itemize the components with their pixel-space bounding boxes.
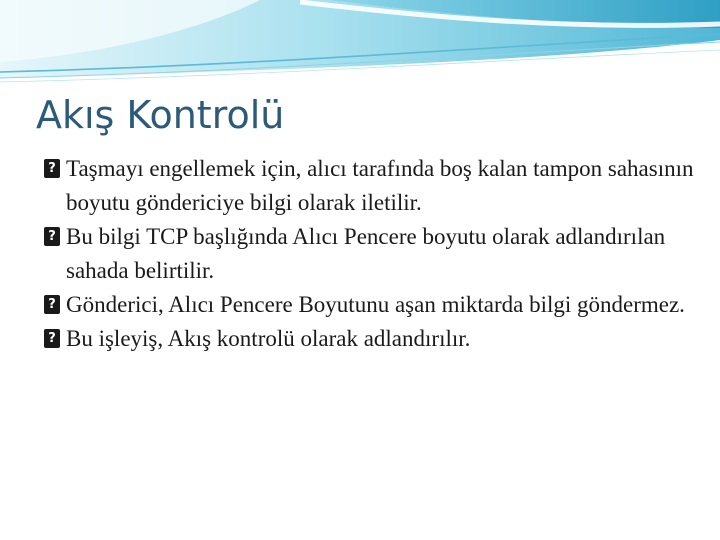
slide-title: Akış Kontrolü [36,93,285,137]
bullet-text: Taşmayı engellemek için, alıcı tarafında boş kalan tampon sahasının boyutu göndericiye bilgi olarak iletilir. [66,156,694,215]
bullet-text: Gönderici, Alıcı Pencere Boyutunu aşan miktarda bilgi göndermez. [66,292,685,317]
missing-glyph-bullet-icon [44,329,60,348]
bullet-list [44,152,704,356]
bullet-text: Bu bilgi TCP başlığında Alıcı Pencere boyutu olarak adlandırılan sahada belirtilir. [66,224,666,283]
bullet-item [44,152,704,220]
bullet-item [44,322,704,356]
bullet-item [44,288,704,322]
bullet-item [44,220,704,288]
header-wave-decoration [0,0,720,90]
missing-glyph-bullet-icon [44,227,60,246]
bullet-text: Bu işleyiş, Akış kontrolü olarak adlandırılır. [66,326,471,351]
missing-glyph-bullet-icon [44,159,60,178]
missing-glyph-bullet-icon [44,295,60,314]
